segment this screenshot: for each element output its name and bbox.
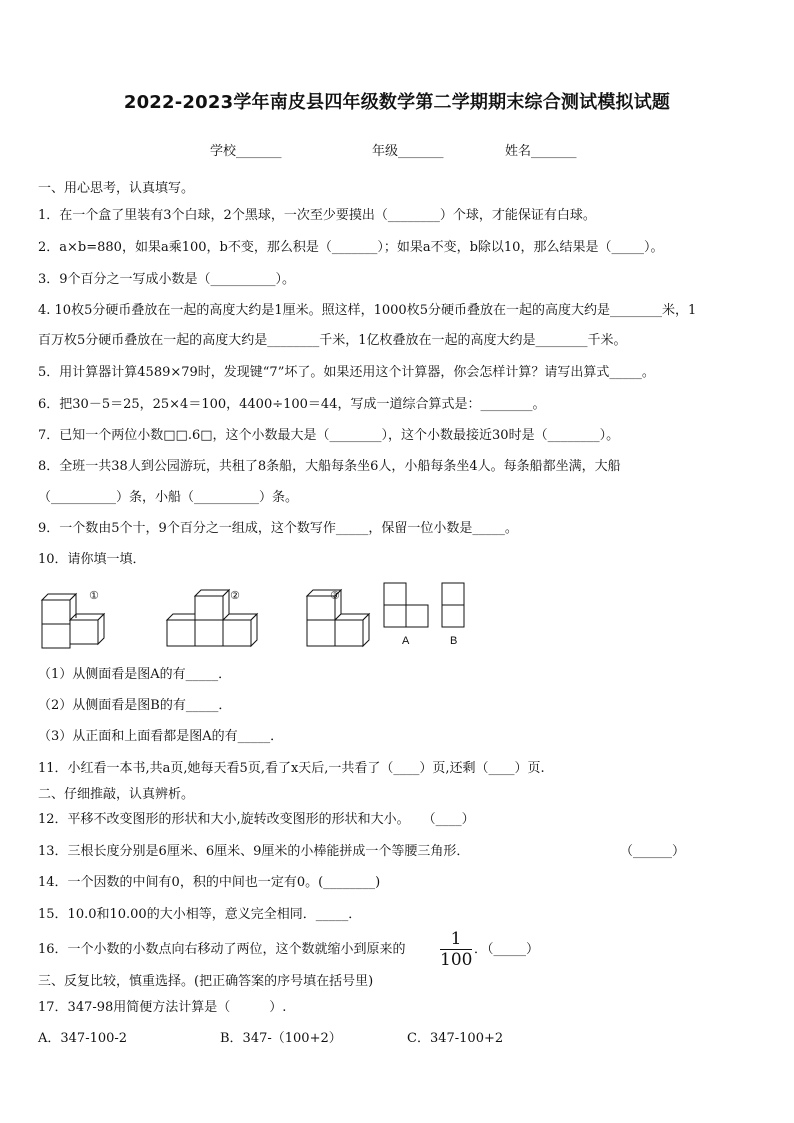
question-13: 13．三根长度分别是6厘米、6厘米、9厘米的小棒能拼成一个等腰三角形． — [38, 844, 470, 859]
fraction-denominator: 100 — [440, 950, 473, 970]
section-2-heading: 二、仔细推敲，认真辨析。 — [38, 787, 195, 802]
option-c: C．347-100+2 — [407, 1031, 504, 1046]
view-figure-a — [383, 582, 431, 632]
question-14: 14．一个因数的中间有0，积的中间也一定有0。(________) — [38, 875, 381, 890]
question-10: 10．请你填一填． — [38, 552, 146, 567]
section-1-heading: 一、用心思考，认真填写。 — [38, 181, 195, 196]
section-3-heading: 三、反复比较，慎重选择。(把正确答案的序号填在括号里) — [38, 974, 374, 989]
question-17: 17．347-98用简便方法计算是（ ）. — [38, 1000, 287, 1015]
question-12: 12．平移不改变图形的形状和大小,旋转改变图形的形状和大小。 （____） — [38, 812, 475, 827]
cube-figure-2 — [163, 586, 263, 650]
view-figure-b — [441, 582, 467, 632]
option-b: B．347-（100+2） — [220, 1031, 342, 1046]
figure-number-2: ② — [230, 590, 240, 602]
cube-figure-1 — [38, 588, 118, 650]
view-label-a: A — [402, 635, 410, 647]
question-3: 3．9个百分之一写成小数是（__________）。 — [38, 272, 296, 287]
question-5: 5．用计算器计算4589×79时，发现键“7”坏了。如果还用这个计算器，你会怎样计算？请写出算式_____。 — [38, 365, 655, 380]
grade-field: 年级_______ — [372, 144, 444, 159]
question-8-line2: （__________）条，小船（__________）条。 — [38, 490, 299, 505]
figure-number-3: ③ — [330, 590, 340, 602]
question-10-part1: （1）从侧面看是图A的有_____． — [38, 667, 232, 682]
question-10-part3: （3）从正面和上面看都是图A的有_____． — [38, 729, 284, 744]
question-16: 16．一个小数的小数点向右移动了两位，这个数就缩小到原来的 — [38, 942, 406, 957]
view-label-b: B — [450, 635, 458, 647]
fraction-numerator: 1 — [440, 930, 472, 950]
figure-number-1: ① — [89, 590, 99, 602]
question-8-line1: 8．全班一共38人到公园游玩，共租了8条船，大船每条坐6人，小船每条坐4人。每条船都坐满，大船 — [38, 459, 621, 474]
page-title: 2022-2023学年南皮县四年级数学第二学期期末综合测试模拟试题 — [123, 92, 671, 113]
question-7: 7．已知一个两位小数□□.6□，这个小数最大是（________），这个小数最接近30时是（________）。 — [38, 428, 620, 443]
fraction-one-hundredth — [440, 930, 472, 969]
question-16-blank: ．（_____） — [474, 942, 540, 957]
question-2: 2．a×b=880，如果a乘100，b不变，那么积是（_______）；如果a不变，b除以10，那么结果是（_____）。 — [38, 240, 664, 255]
question-13-blank: （______） — [620, 844, 686, 859]
question-6: 6．把30－5＝25，25×4＝100，4400÷100＝44，写成一道综合算式是：________。 — [38, 397, 546, 412]
name-field: 姓名_______ — [505, 144, 577, 159]
question-10-part2: （2）从侧面看是图B的有_____． — [38, 698, 232, 713]
option-a: A．347-100-2 — [38, 1031, 128, 1046]
question-1: 1．在一个盒了里装有3个白球，2个黑球，一次至少要摸出（________）个球，才能保证有白球。 — [38, 208, 596, 223]
question-4-line1: 4. 10枚5分硬币叠放在一起的高度大约是1厘米。照这样，1000枚5分硬币叠放在一起的高度大约是________米，1 — [38, 303, 697, 318]
question-15: 15．10.0和10.00的大小相等，意义完全相同．_____． — [38, 907, 362, 922]
school-field: 学校_______ — [210, 144, 282, 159]
question-9: 9．一个数由5个十，9个百分之一组成，这个数写作_____，保留一位小数是_____。 — [38, 521, 518, 536]
question-4-line2: 百万枚5分硬币叠放在一起的高度大约是________千米，1亿枚叠放在一起的高度大约是________千米。 — [38, 333, 627, 348]
question-11: 11．小红看一本书,共a页,她每天看5页,看了x天后,一共看了（____）页,还剩（____）页. — [38, 761, 545, 776]
